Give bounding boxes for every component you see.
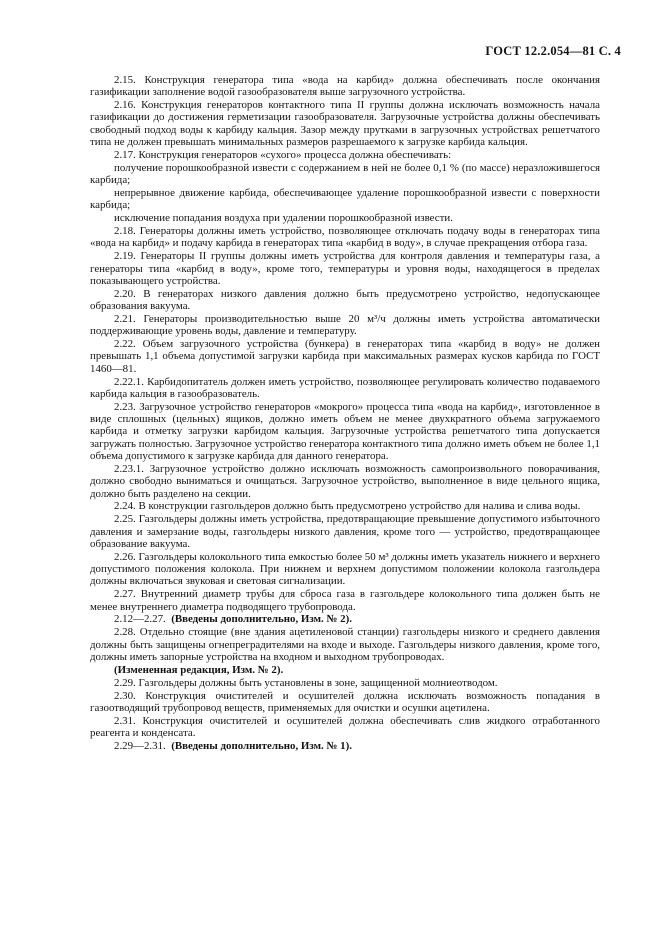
paragraph-2-17: 2.17. Конструкция генераторов «сухого» процесса должна обеспечивать: xyxy=(114,148,452,161)
amendment-note-2-28 xyxy=(90,664,600,676)
paragraph-2-19: 2.19. Генераторы II группы должны иметь устройства для контроля давления и температуры газа, а генераторы типа «карбид в воду», кроме того, температуры и уровня воды, находящегося в пределах показывающего устройства. xyxy=(90,250,600,287)
amendment-text: (Введены дополнительно, Изм. № 1). xyxy=(171,739,352,752)
paragraph-2-23: 2.23. Загрузочное устройство генераторов «мокрого» процесса типа «вода на карбид», изготовленное в виде сплошных (цельных) ящиков, должно иметь объем не менее двухкратного объема загружаемого карбида и отметку загрузки карбидом кальция. Загрузочные устройства решетчатого типа допускается загружать полностью. Загрузочное устройство генератора контактного типа должно иметь объем не более 1,1 объема допустимого к загрузке карбида для данного генератора. xyxy=(90,400,600,463)
amendment-ref: 2.29—2.31. xyxy=(114,739,166,752)
list-item: исключение попадания воздуха при удалении порошкообразной извести. xyxy=(114,212,453,225)
paragraph-2-15: 2.15. Конструкция генератора типа «вода на карбид» должна обеспечивать после окончания газификации заполнение водой газообразователя выше загрузочного устройства. xyxy=(90,74,600,99)
list-item: получение порошкообразной извести с содержанием в ней не более 0,1 % (по массе) неразложившегося карбида; xyxy=(90,161,600,187)
paragraph-2-29: 2.29. Газгольдеры должны быть установлены в зоне, защищенной молниеотводом. xyxy=(114,676,498,689)
amendment-note-2-29-2-31 xyxy=(90,740,600,752)
paragraph-2-18: 2.18. Генераторы должны иметь устройство, позволяющее отключать подачу воды в генераторах типа «вода на карбид» и подачу карбида в генераторах типа «карбид в воду», в случае прекращения отбора газа. xyxy=(90,225,600,250)
list-item: непрерывное движение карбида, обеспечивающее удаление порошкообразной извести с поверхности карбида; xyxy=(90,187,600,212)
amendment-ref: 2.12—2.27. xyxy=(114,613,166,626)
paragraph-2-16: 2.16. Конструкция генераторов контактного типа II группы должна исключать возможность начала газификации до достижения герметизации газообразователя. Загрузочные устройства должны обеспечивать свободный подход воды к карбиду кальция. Зазор между прутками в загрузочных устройствах решетчатого типа не должен превышать минимальных размеров разрешаемого к загрузке карбида кальция. xyxy=(90,99,600,149)
paragraph-2-21: 2.21. Генераторы производительностью выше 20 м³/ч должны иметь устройства автоматически поддерживающие уровень воды, давление и температуру. xyxy=(90,312,600,338)
paragraph-2-27: 2.27. Внутренний диаметр трубы для сброса газа в газгольдере колокольного типа должен быть не менее внутреннего диаметра подводящего трубопровода. xyxy=(90,588,600,613)
paragraph-2-23-1: 2.23.1. Загрузочное устройство должно исключать возможность самопроизвольного поворачивания, должно свободно выниматься и очищаться. Загрузочное устройство, выполненное в виде цельного ящика, должно быть разделено на секции. xyxy=(90,462,600,500)
paragraph-2-22-1: 2.22.1. Карбидопитатель должен иметь устройство, позволяющее регулировать количество подаваемого карбида кальция в газообразователь. xyxy=(90,375,600,400)
paragraph-2-24: 2.24. В конструкции газгольдеров должно быть предусмотрено устройство для налива и слива воды. xyxy=(114,500,581,513)
paragraph-2-30: 2.30. Конструкция очистителей и осушителей должна исключать возможность попадания в газоотводящий трубопровод веществ, применяемых для очистки и осушки ацетилена. xyxy=(90,689,600,714)
amendment-text: (Введены дополнительно, Изм. № 2). xyxy=(171,613,352,626)
page-header: ГОСТ 12.2.054—81 С. 4 xyxy=(485,44,621,58)
document-body xyxy=(90,74,600,753)
amendment-note-2-12-2-27 xyxy=(90,613,600,625)
paragraph-2-20: 2.20. В генераторах низкого давления должно быть предусмотрено устройство, недопускающее образования вакуума. xyxy=(90,287,600,313)
paragraph-2-28: 2.28. Отдельно стоящие (вне здания ацетиленовой станции) газгольдеры низкого и среднего давления должны быть защищены огнепреградителями на входе и выходе. Газгольдеры низкого давления, кроме того, должны иметь запорные устройства на входном и выходном трубопроводах. xyxy=(90,626,600,663)
paragraph-2-25: 2.25. Газгольдеры должны иметь устройства, предотвращающие превышение допустимого избыточного давления и замерзание воды, газгольдеры низкого давления, кроме того — устройство, предотвращающее образование вакуума. xyxy=(90,513,600,550)
paragraph-2-26: 2.26. Газгольдеры колокольного типа емкостью более 50 м³ должны иметь указатель нижнего и верхнего допустимого положения колокола. При нижнем и верхнем допустимом положении колокола газгольдера должны включаться звуковая и световая сигнализации. xyxy=(90,550,600,588)
paragraph-2-31: 2.31. Конструкция очистителей и осушителей должна обеспечивать слив жидкого отработанного реагента и конденсата. xyxy=(90,714,600,740)
paragraph-2-22: 2.22. Объем загрузочного устройства (бункера) в генераторах типа «карбид в воду» не должен превышать 1,1 объема допустимой загрузки карбида при максимальных размерах кусков карбида по ГОСТ 1460—81. xyxy=(90,338,600,375)
amendment-text: (Измененная редакция, Изм. № 2). xyxy=(114,663,284,676)
